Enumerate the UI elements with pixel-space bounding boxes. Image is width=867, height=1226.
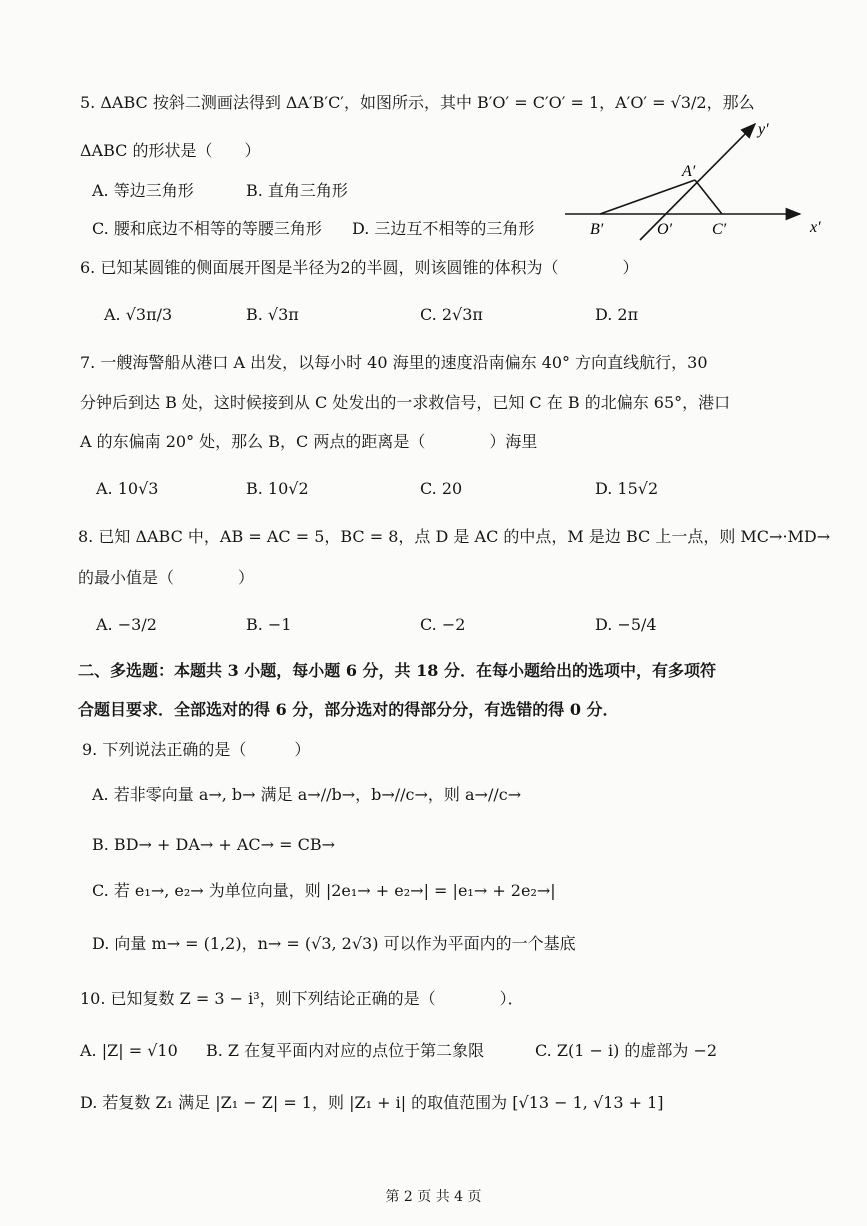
q8-choice-c: C. −2 bbox=[420, 615, 466, 634]
page-footer: 第 2 页 共 4 页 bbox=[385, 1189, 482, 1205]
q8-choice-d: D. −5/4 bbox=[595, 615, 657, 634]
q5-choice-d: D. 三边互不相等的三角形 bbox=[352, 219, 535, 238]
q10-choice-b: B. Z 在复平面内对应的点位于第二象限 bbox=[206, 1041, 485, 1060]
q6-choice-b: B. √3π bbox=[246, 305, 299, 324]
q7-choice-d: D. 15√2 bbox=[595, 479, 659, 498]
q5-choice-a: A. 等边三角形 bbox=[92, 181, 194, 200]
label-x: x′ bbox=[810, 219, 821, 236]
label-y: y′ bbox=[758, 121, 769, 138]
q9-choice-d: D. 向量 m→ = (1,2)，n→ = (√3, 2√3) 可以作为平面内的一个基底 bbox=[92, 934, 576, 953]
q8-stem-line1: 8. 已知 ΔABC 中，AB = AC = 5，BC = 8，点 D 是 AC 的中点，M 是边 BC 上一点，则 MC→·MD→ bbox=[78, 527, 831, 546]
q7-choice-b: B. 10√2 bbox=[246, 479, 309, 498]
q5-choice-b: B. 直角三角形 bbox=[246, 181, 348, 200]
q7-stem-line1: 7. 一艘海警船从港口 A 出发，以每小时 40 海里的速度沿南偏东 40° 方向直线航行，30 bbox=[80, 353, 708, 372]
q8-choice-b: B. −1 bbox=[246, 615, 292, 634]
q8-stem-line2: 的最小值是（ ） bbox=[78, 568, 255, 587]
q6-choice-d: D. 2π bbox=[595, 305, 639, 324]
q5-choice-c: C. 腰和底边不相等的等腰三角形 bbox=[92, 219, 322, 238]
label-a: A′ bbox=[682, 163, 696, 180]
q10-choice-c: C. Z(1 − i) 的虚部为 −2 bbox=[535, 1041, 718, 1060]
q5-stem-line1: 5. ΔABC 按斜二测画法得到 ΔA′B′C′，如图所示，其中 B′O′ = C′O′ = 1，A′O′ = √3/2，那么 bbox=[80, 93, 755, 112]
label-o: O′ bbox=[657, 221, 673, 238]
section2-heading-line1: 二、多选题：本题共 3 小题，每小题 6 分，共 18 分．在每小题给出的选项中，有多项符 bbox=[78, 661, 716, 680]
q8-choice-a: A. −3/2 bbox=[96, 615, 157, 634]
label-b: B′ bbox=[590, 221, 604, 238]
q7-choice-c: C. 20 bbox=[420, 479, 463, 498]
q5-stem-line2: ΔABC 的形状是（ ） bbox=[80, 141, 261, 160]
q9-choice-b: B. BD→ + DA→ + AC→ = CB→ bbox=[92, 835, 336, 854]
q6-stem: 6. 已知某圆锥的侧面展开图是半径为2的半圆，则该圆锥的体积为（ ） bbox=[80, 258, 639, 277]
q9-choice-a: A. 若非零向量 a→, b→ 满足 a→//b→，b→//c→，则 a→//c→ bbox=[92, 785, 522, 804]
q10-choice-d: D. 若复数 Z₁ 满足 |Z₁ − Z| = 1，则 |Z₁ + i| 的取值范围为 [√13 − 1, √13 + 1] bbox=[80, 1093, 664, 1112]
label-c: C′ bbox=[712, 221, 727, 238]
q6-choice-a: A. √3π/3 bbox=[104, 305, 173, 324]
q6-choice-c: C. 2√3π bbox=[420, 305, 483, 324]
q7-stem-line2: 分钟后到达 B 处，这时候接到从 C 处发出的一求救信号，已知 C 在 B 的北偏东 65°，港口 bbox=[80, 393, 731, 412]
q9-stem: 9. 下列说法正确的是（ ） bbox=[82, 740, 311, 759]
q7-stem-line3: A 的东偏南 20° 处，那么 B，C 两点的距离是（ ）海里 bbox=[80, 432, 538, 451]
q9-choice-c: C. 若 e₁→, e₂→ 为单位向量，则 |2e₁→ + e₂→| = |e₁→ + 2e₂→| bbox=[92, 881, 556, 900]
segment-b-a bbox=[600, 180, 695, 214]
q10-stem: 10. 已知复数 Z = 3 − i³，则下列结论正确的是（ ）． bbox=[80, 989, 524, 1008]
q10-choice-a: A. |Z| = √10 bbox=[80, 1041, 178, 1060]
segment-a-c bbox=[695, 180, 722, 214]
q7-choice-a: A. 10√3 bbox=[96, 479, 159, 498]
section2-heading-line2: 合题目要求．全部选对的得 6 分，部分选对的得部分分，有选错的得 0 分． bbox=[78, 700, 619, 719]
